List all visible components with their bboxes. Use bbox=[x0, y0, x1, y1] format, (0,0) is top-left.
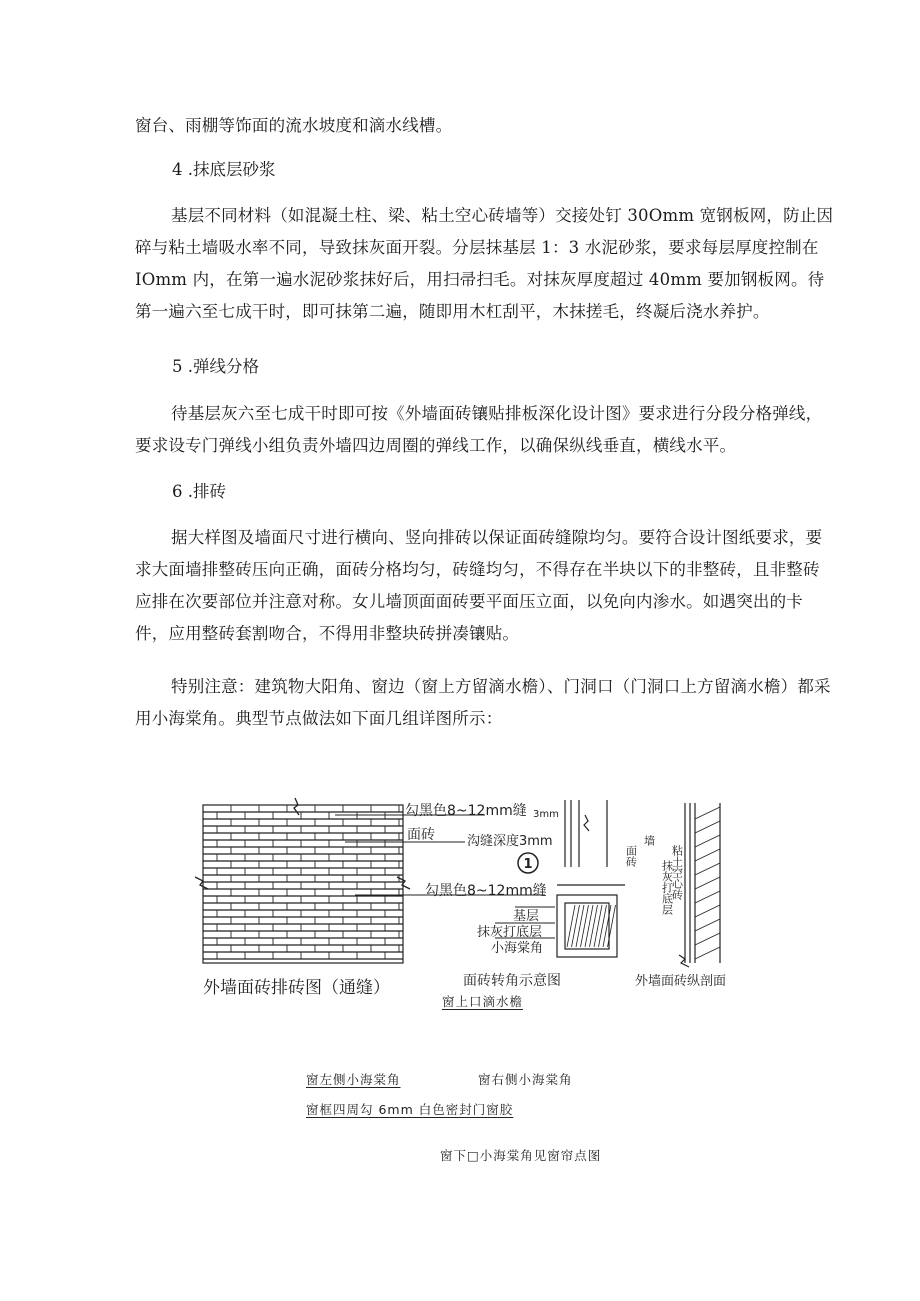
caption-window-left: 窗左侧小海棠角 bbox=[306, 1072, 401, 1087]
section-label-wall: 墙 bbox=[642, 835, 656, 846]
title-tile-layout: 外墙面砖排砖图（通缝） bbox=[203, 978, 390, 998]
detail-figure bbox=[195, 795, 755, 1020]
heading-6: 6 .排砖 bbox=[172, 482, 226, 501]
label-tile: 面砖 bbox=[407, 827, 435, 843]
label-groove: 沟缝深度3mm bbox=[467, 834, 553, 849]
label-corner: 小海棠角 bbox=[491, 941, 544, 956]
label-plaster: 抹灰打底层 bbox=[477, 925, 543, 940]
paragraph-plaster: 基层不同材料（如混凝土柱、梁、粘土空心砖墙等）交接处钉 30Omm 宽钢板网，防止因碎与粘土墙吸水率不同，导致抹灰面开裂。分层抹基层 1：3 水泥砂浆，要求每层厚度控制在 IOmm 内，在第一遍水泥砂浆抹好后，用扫帚扫毛。对抹灰厚度超过 40mm 要加钢板网。待第一遍六至七成干时，即可抹第二遍，随即用木杠刮平，木抹搓毛，终凝后浇水养护。 bbox=[135, 206, 834, 321]
section-label-brick: 粘土空心砖 bbox=[670, 845, 684, 900]
caption-window-bottom: 窗下□小海棠角见窗帘点图 bbox=[440, 1148, 602, 1163]
section-label-tile: 面砖 bbox=[624, 845, 638, 867]
title-section: 外墙面砖纵剖面 bbox=[635, 974, 727, 989]
heading-4: 4 .抹底层砂浆 bbox=[172, 160, 276, 179]
paragraph-special-note: 特别注意：建筑物大阳角、窗边（窗上方留滴水檐）、门洞口（门洞口上方留滴水檐）都采用小海棠角。典型节点做法如下面几组详图所示： bbox=[135, 677, 831, 728]
label-base: 基层 bbox=[513, 909, 540, 924]
label-3mm: 3mm bbox=[533, 809, 559, 820]
detail-number: 1 bbox=[523, 857, 533, 872]
caption-window-right: 窗右侧小海棠角 bbox=[478, 1072, 573, 1087]
label-joint-top: 勾黑色8~12mm缝 bbox=[405, 803, 527, 819]
label-joint-mid: 勾黑色8~12mm缝 bbox=[425, 883, 547, 899]
paragraph-line-marking: 待基层灰六至七成干时即可按《外墙面砖镶贴排板深化设计图》要求进行分段分格弹线，要求设专门弹线小组负责外墙四边周圈的弹线工作，以确保纵线垂直，横线水平。 bbox=[135, 404, 823, 455]
title-corner: 面砖转角示意图 bbox=[463, 973, 561, 989]
corner-detail bbox=[557, 800, 625, 957]
paragraph-intro: 窗台、雨棚等饰面的流水坡度和滴水线槽。 bbox=[135, 116, 453, 135]
caption-window-top: 窗上口滴水檐 bbox=[442, 994, 524, 1009]
section-label-plaster: 抹灰打底层 bbox=[660, 860, 674, 915]
paragraph-tiling: 据大样图及墙面尺寸进行横向、竖向排砖以保证面砖缝隙均匀。要符合设计图纸要求，要求大面墙排整砖压向正确，面砖分格均匀，砖缝均匀，不得存在半块以下的非整砖，且非整砖应排在次要部位并注意对称。女儿墙顶面面砖要平面压立面，以免向内渗水。如遇突出的卡件，应用整砖套割吻合，不得用非整块砖拼凑镶贴。 bbox=[135, 528, 823, 643]
heading-5: 5 .弹线分格 bbox=[172, 357, 259, 376]
caption-window-frame: 窗框四周勾 6mm 白色密封门窗胶 bbox=[306, 1102, 514, 1117]
tile-grid bbox=[203, 805, 403, 963]
